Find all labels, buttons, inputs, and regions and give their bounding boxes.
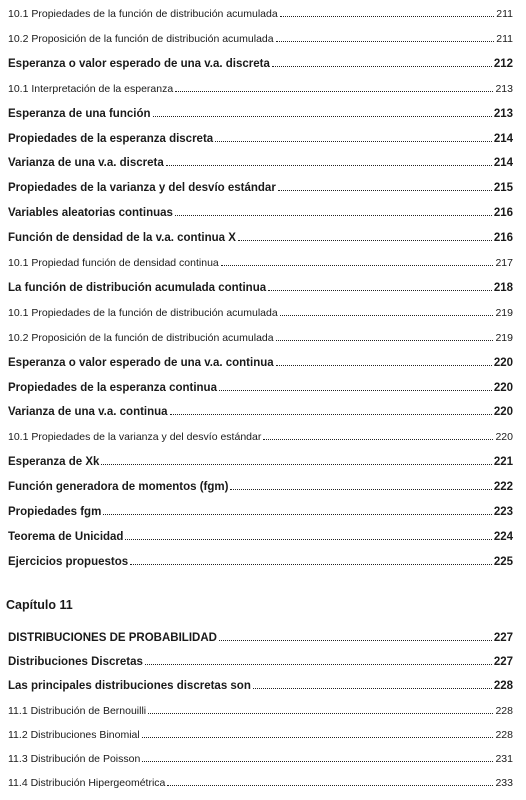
toc-entry xyxy=(8,2,513,20)
toc-dot-leader xyxy=(221,265,494,266)
toc-dot-leader xyxy=(276,41,495,42)
toc-entry-title: Varianza de una v.a. continua xyxy=(8,406,168,419)
toc-entry-title: Esperanza de Xk xyxy=(8,456,100,469)
toc-entry xyxy=(8,626,513,644)
toc-entry-page: 213 xyxy=(493,107,513,120)
toc-dot-leader xyxy=(170,414,492,415)
toc-entry xyxy=(8,326,513,344)
toc-entry xyxy=(8,525,513,543)
toc-entry-page: 211 xyxy=(496,32,513,45)
toc-entry-page: 220 xyxy=(495,431,513,444)
toc-entry-title: Teorema de Unicidad xyxy=(8,530,124,543)
toc-entry-title: 10.1 Propiedades de la función de distribución acumulada xyxy=(8,306,278,319)
toc-entry-title: 10.1 Propiedades de la función de distribución acumulada xyxy=(8,8,278,20)
toc-entry-page: 227 xyxy=(493,656,513,669)
toc-dot-leader xyxy=(276,340,494,341)
toc-dot-leader xyxy=(142,737,494,738)
toc-entry-title: Propiedades de la esperanza continua xyxy=(8,381,217,394)
toc-entry-title: 10.1 Propiedades de la varianza y del desvío estándar xyxy=(8,431,262,444)
toc-entry xyxy=(8,376,513,394)
toc-entry-page: 212 xyxy=(493,57,513,70)
toc-entry-page: 223 xyxy=(493,506,513,518)
toc-dot-leader xyxy=(272,66,492,67)
toc-entry-page: 216 xyxy=(493,207,513,220)
toc-entry-title: Varianza de una v.a. discreta xyxy=(8,157,164,170)
toc-entry xyxy=(8,127,513,145)
toc-entry-page: 220 xyxy=(493,356,513,369)
toc-dot-leader xyxy=(148,713,493,714)
toc-entry-title: Esperanza o valor esperado de una v.a. discreta xyxy=(8,57,270,70)
toc-entry-page: 220 xyxy=(493,381,513,394)
toc-entry-page: 228 xyxy=(493,680,513,693)
toc-entry-page: 214 xyxy=(493,132,513,145)
toc-entry-title: Ejercicios propuestos xyxy=(8,555,129,568)
toc-entry-page: 224 xyxy=(493,530,513,543)
toc-entry-title: Propiedades de la varianza y del desvío estándar xyxy=(8,182,276,195)
toc-entry-title: Propiedades de la esperanza discreta xyxy=(8,132,214,145)
toc-entry xyxy=(8,77,513,95)
toc-entry-page: 219 xyxy=(495,306,513,319)
toc-entry xyxy=(8,475,513,493)
toc-dot-leader xyxy=(238,240,492,241)
toc-dot-leader xyxy=(167,785,493,786)
toc-entry xyxy=(8,52,513,70)
toc-dot-leader xyxy=(263,439,493,440)
toc-entry xyxy=(8,450,513,468)
toc-entry-title: 10.2 Proposición de la función de distribución acumulada xyxy=(8,32,274,45)
toc-entry-title: Esperanza o valor esperado de una v.a. continua xyxy=(8,356,274,369)
toc-entry-title: Esperanza de una función xyxy=(8,107,151,120)
toc-entry xyxy=(8,301,513,319)
toc-entry-page: 233 xyxy=(495,777,513,790)
toc-entry-page: 218 xyxy=(493,281,513,294)
toc-entry xyxy=(8,251,513,269)
toc-entry-page: 217 xyxy=(495,257,513,269)
toc-entry xyxy=(8,674,513,692)
toc-entry-page: 228 xyxy=(495,728,513,741)
toc-entry-title: 11.2 Distribuciones Binomial xyxy=(8,728,140,741)
toc-entry xyxy=(8,276,513,294)
toc-entry-page: 219 xyxy=(495,331,513,344)
toc-entry xyxy=(8,351,513,369)
toc-entry-page: 221 xyxy=(493,456,513,469)
toc-dot-leader xyxy=(280,315,494,316)
toc-entry-title: 11.4 Distribución Hipergeométrica xyxy=(8,777,166,790)
toc-entry-title: DISTRIBUCIONES DE PROBABILIDAD xyxy=(8,632,217,644)
toc-dot-leader xyxy=(153,116,492,117)
toc-entry xyxy=(8,102,513,120)
toc-entry xyxy=(8,151,513,169)
toc-dot-leader xyxy=(219,640,492,641)
toc-entry xyxy=(8,400,513,418)
toc-entry xyxy=(8,771,513,789)
toc-entry-page: 222 xyxy=(493,481,513,494)
chapter-heading: Capítulo 11 xyxy=(6,598,73,612)
toc-entry-title: 11.1 Distribución de Bernouilli xyxy=(8,704,147,717)
toc-entry xyxy=(8,176,513,194)
toc-entry-page: 214 xyxy=(493,157,513,170)
toc-entry-page: 225 xyxy=(493,555,513,568)
toc-entry-title: 10.2 Proposición de la función de distribución acumulada xyxy=(8,331,274,344)
toc-dot-leader xyxy=(175,91,493,92)
toc-entry-title: Propiedades fgm xyxy=(8,506,102,518)
toc-entry-page: 213 xyxy=(495,82,513,95)
toc-entry-title: Variables aleatorias continuas xyxy=(8,207,173,220)
toc-entry-title: Función de densidad de la v.a. continua X xyxy=(8,232,236,245)
toc-entry-page: 216 xyxy=(493,232,513,245)
toc-entry xyxy=(8,27,513,45)
toc-entry-page: 227 xyxy=(493,632,513,644)
toc-dot-leader xyxy=(219,390,492,391)
toc-entry-title: Función generadora de momentos (fgm) xyxy=(8,481,229,494)
toc-entry-page: 211 xyxy=(496,8,513,20)
toc-entry-page: 215 xyxy=(493,182,513,195)
toc-dot-leader xyxy=(142,761,493,762)
toc-dot-leader xyxy=(280,16,495,17)
toc-entry xyxy=(8,723,513,741)
toc-dot-leader xyxy=(166,165,492,166)
toc-dot-leader xyxy=(103,514,492,515)
toc-entry-title: 10.1 Propiedad función de densidad continua xyxy=(8,257,219,269)
toc-entry xyxy=(8,201,513,219)
toc-entry xyxy=(8,226,513,244)
toc-dot-leader xyxy=(268,290,492,291)
toc-entry-title: Distribuciones Discretas xyxy=(8,656,143,669)
toc-dot-leader xyxy=(175,215,492,216)
toc-entry-title: La función de distribución acumulada continua xyxy=(8,281,267,294)
toc-dot-leader xyxy=(101,464,491,465)
toc-entry-title: Las principales distribuciones discretas son xyxy=(8,680,251,693)
toc-entry xyxy=(8,500,513,518)
toc-dot-leader xyxy=(278,190,492,191)
toc-dot-leader xyxy=(125,539,491,540)
toc-dot-leader xyxy=(230,489,491,490)
toc-entry xyxy=(8,747,513,765)
toc-dot-leader xyxy=(253,688,492,689)
toc-dot-leader xyxy=(130,564,492,565)
toc-entry xyxy=(8,699,513,717)
toc-entry xyxy=(8,650,513,668)
toc-dot-leader xyxy=(276,365,492,366)
toc-dot-leader xyxy=(215,141,492,142)
toc-entry-page: 220 xyxy=(493,406,513,419)
toc-entry xyxy=(8,425,513,443)
toc-entry-page: 228 xyxy=(495,704,513,717)
toc-entry-title: 10.1 Interpretación de la esperanza xyxy=(8,82,174,95)
toc-entry xyxy=(8,550,513,568)
toc-entry-title: 11.3 Distribución de Poisson xyxy=(8,753,141,765)
toc-dot-leader xyxy=(145,664,492,665)
toc-entry-page: 231 xyxy=(495,753,513,765)
